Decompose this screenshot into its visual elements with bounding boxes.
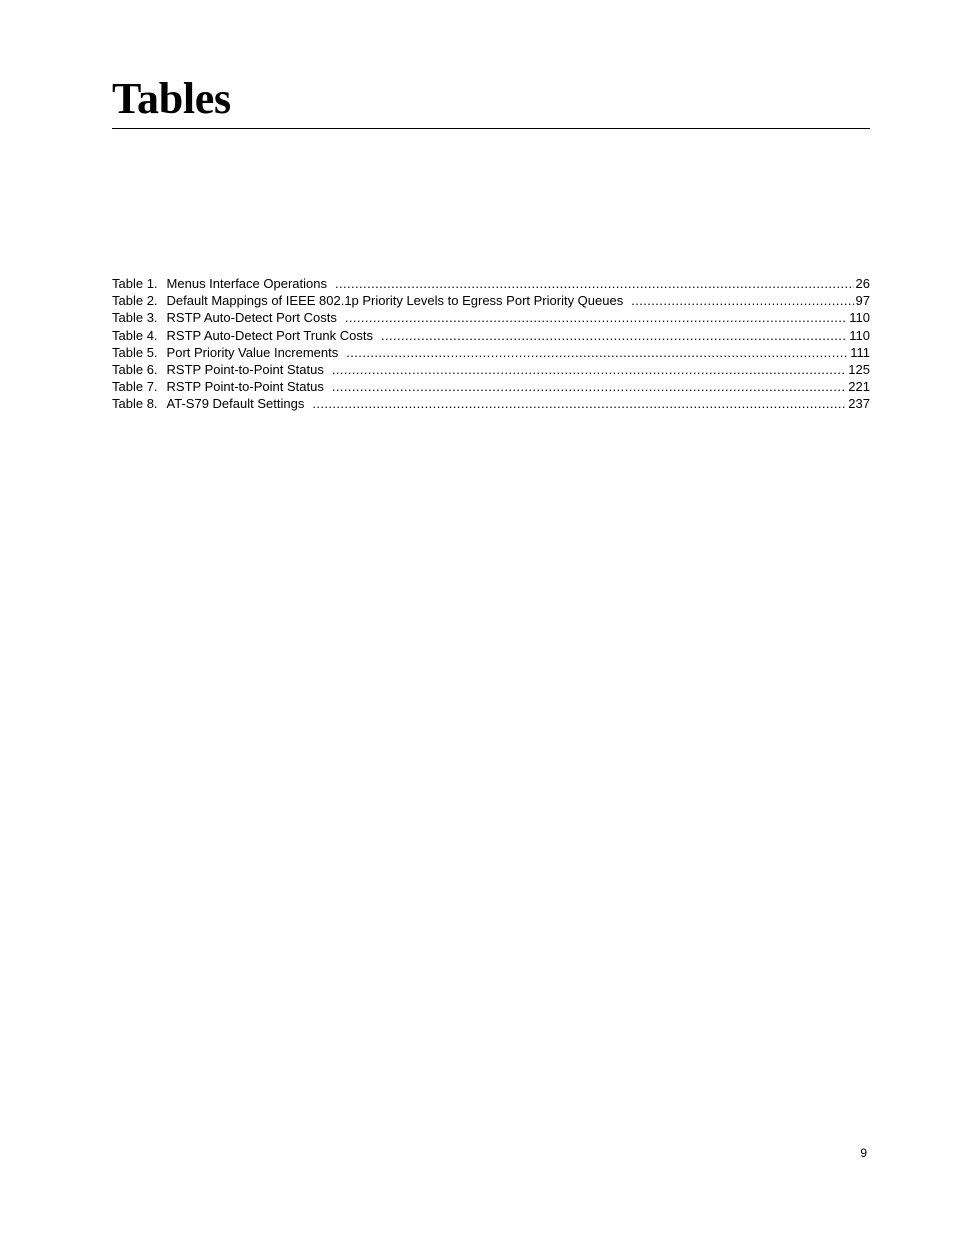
- toc-entry-number: Table 1.: [112, 276, 158, 291]
- toc-entry[interactable]: [112, 292, 870, 309]
- toc-entry-number: Table 7.: [112, 379, 158, 395]
- toc-entry[interactable]: [112, 378, 870, 395]
- toc-entry-page: 221: [848, 379, 870, 395]
- toc-entry-page: 237: [848, 396, 870, 412]
- toc-entry-title: Default Mappings of IEEE 802.1p Priority Levels to Egress Port Priority Queues: [166, 293, 624, 309]
- toc-entry-page: 125: [848, 361, 870, 377]
- toc-entry[interactable]: [112, 395, 870, 412]
- toc-entry-title: RSTP Auto-Detect Port Costs: [166, 310, 337, 326]
- dot-leader: [381, 327, 847, 344]
- dot-leader: [631, 292, 853, 309]
- toc-entry[interactable]: [112, 344, 870, 361]
- toc-entry[interactable]: [112, 275, 870, 292]
- dot-leader: [335, 275, 854, 292]
- toc-entry[interactable]: [112, 309, 870, 326]
- toc-entry-title: Port Priority Value Increments: [166, 344, 339, 360]
- dot-leader: [332, 361, 846, 378]
- toc-entry-number: Table 2.: [112, 293, 158, 309]
- table-list: [112, 275, 870, 413]
- dot-leader: [312, 395, 846, 412]
- dot-leader: [346, 344, 848, 361]
- toc-entry-page: 111: [850, 344, 870, 360]
- toc-entry-title: Menus Interface Operations: [166, 276, 327, 291]
- toc-entry-title: RSTP Point-to-Point Status: [166, 361, 324, 377]
- toc-entry-page: 110: [849, 310, 870, 326]
- page-number: 9: [860, 1146, 867, 1160]
- toc-entry-number: Table 5.: [112, 344, 158, 360]
- toc-entry-page: 97: [855, 293, 870, 309]
- toc-entry-page: 110: [849, 327, 870, 343]
- toc-entry-number: Table 3.: [112, 310, 158, 326]
- dot-leader: [332, 378, 846, 395]
- toc-entry[interactable]: [112, 327, 870, 344]
- page-title: Tables: [112, 74, 231, 123]
- toc-entry-title: AT-S79 Default Settings: [166, 396, 305, 412]
- toc-entry-page: 26: [855, 276, 870, 291]
- toc-entry-number: Table 6.: [112, 361, 158, 377]
- toc-entry-title: RSTP Auto-Detect Port Trunk Costs: [166, 327, 373, 343]
- toc-entry-title: RSTP Point-to-Point Status: [166, 379, 324, 395]
- toc-entry[interactable]: [112, 361, 870, 378]
- title-rule: [112, 128, 870, 129]
- dot-leader: [345, 309, 847, 326]
- toc-entry-number: Table 8.: [112, 396, 158, 412]
- toc-entry-number: Table 4.: [112, 327, 158, 343]
